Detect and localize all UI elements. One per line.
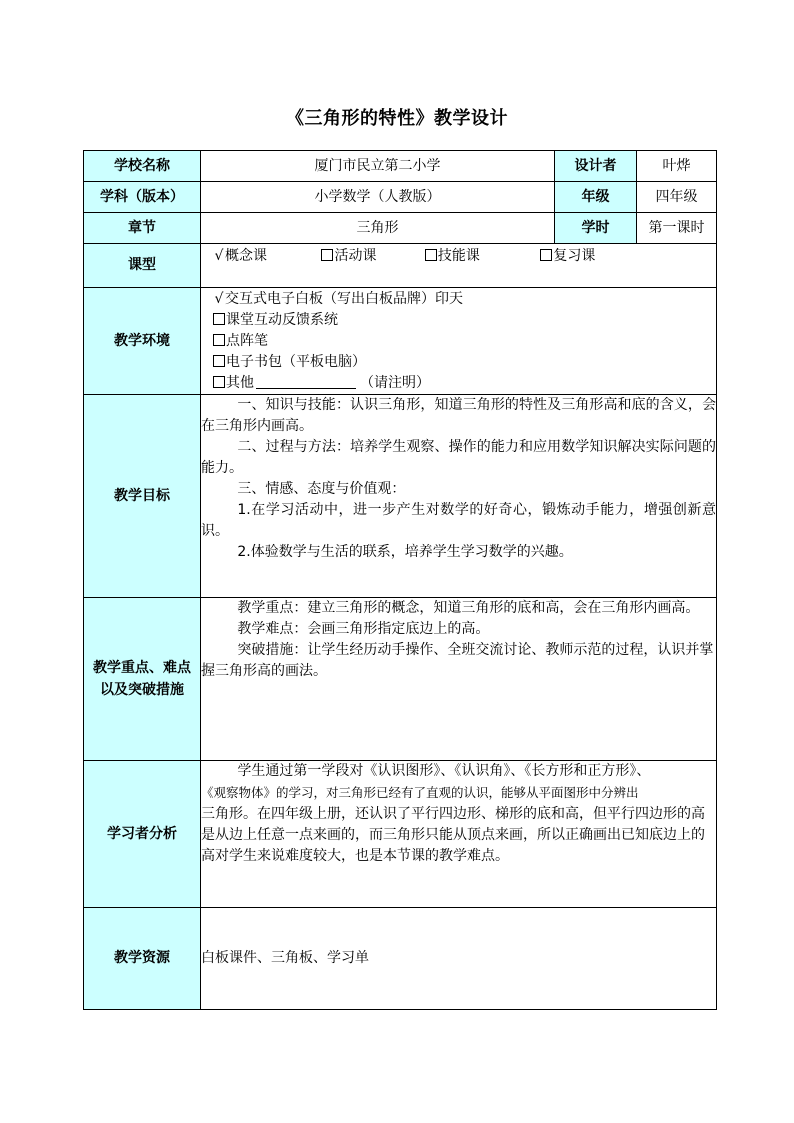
key-points-label: 教学重点、难点以及突破措施 bbox=[84, 598, 201, 761]
environment-options bbox=[201, 288, 717, 395]
grade-value: 四年级 bbox=[637, 182, 717, 213]
lesson-type-option[interactable]: 技能课 bbox=[425, 246, 536, 267]
document-title: 《三角形的特性》教学设计 bbox=[286, 108, 508, 129]
checkbox-icon bbox=[213, 313, 225, 325]
learner-analysis-label: 学习者分析 bbox=[84, 761, 201, 908]
lesson-type-option[interactable]: √ 概念课 bbox=[213, 246, 317, 267]
period-value: 第一课时 bbox=[637, 213, 717, 244]
lesson-type-option[interactable]: 活动课 bbox=[321, 246, 420, 267]
resources-value: 白板课件、三角板、学习单 bbox=[201, 908, 717, 1010]
objectives-label: 教学目标 bbox=[84, 395, 201, 598]
environment-option[interactable]: 电子书包（平板电脑） bbox=[201, 352, 716, 373]
objective-paragraph: 一、知识与技能：认识三角形，知道三角形的特性及三角形高和底的含义，会在三角形内画高。 bbox=[201, 397, 716, 434]
subject-label: 学科（版本） bbox=[84, 182, 201, 213]
checkbox-icon bbox=[213, 334, 225, 346]
subject-value: 小学数学（人教版） bbox=[201, 182, 555, 213]
row-environment bbox=[84, 288, 717, 395]
designer-label: 设计者 bbox=[555, 151, 637, 182]
environment-option-other[interactable]: 其他 （请注明） bbox=[201, 373, 716, 394]
objectives-content bbox=[201, 395, 717, 598]
learner-analysis-content bbox=[201, 761, 717, 908]
checkbox-icon bbox=[213, 376, 225, 388]
school-label: 学校名称 bbox=[84, 151, 201, 182]
environment-option[interactable]: 课堂互动反馈系统 bbox=[201, 310, 716, 331]
learner-paragraph: 学生通过第一学段对《认识图形》、《认识角》、《长方形和正方形》、 《观察物体》的学习，对三角形已经有了直观的认识，能够从平面图形中分辨出 三角形。在四年级上册，还认识了平行四边形、梯形的底和高，但平行四边形的高是从边上任意一点来画的，而三角形只能从顶点来画，所以正确画出已知底边上的高对学生来说难度较大，也是本节课的教学难点。 bbox=[201, 763, 705, 864]
objective-paragraph: 二、过程与方法：培养学生观察、操作的能力和应用数学知识解决实际问题的能力。 bbox=[201, 439, 716, 476]
objective-paragraph: 2.体验数学与生活的联系，培养学生学习数学的兴趣。 bbox=[237, 544, 573, 560]
row-objectives bbox=[84, 395, 717, 598]
check-mark-icon: √ bbox=[214, 291, 224, 307]
designer-value: 叶烨 bbox=[637, 151, 717, 182]
checkbox-icon bbox=[213, 355, 225, 367]
environment-option[interactable]: 点阵笔 bbox=[201, 331, 716, 352]
school-value: 厦门市民立第二小学 bbox=[201, 151, 555, 182]
row-lesson-type bbox=[84, 244, 717, 288]
key-point-paragraph: 突破措施：让学生经历动手操作、全班交流讨论、教师示范的过程，认识并掌握三角形高的画法。 bbox=[201, 642, 714, 679]
chapter-label: 章节 bbox=[84, 213, 201, 244]
lesson-type-options bbox=[201, 244, 717, 288]
chapter-value: 三角形 bbox=[201, 213, 555, 244]
checkbox-icon bbox=[321, 249, 333, 261]
key-point-paragraph: 教学难点：会画三角形指定底边上的高。 bbox=[237, 621, 490, 637]
objective-paragraph: 1.在学习活动中，进一步产生对数学的好奇心，锻炼动手能力，增强创新意识。 bbox=[201, 502, 716, 539]
period-label: 学时 bbox=[555, 213, 637, 244]
row-school bbox=[84, 151, 717, 182]
resources-label: 教学资源 bbox=[84, 908, 201, 1010]
row-key-points bbox=[84, 598, 717, 761]
lesson-plan-table bbox=[83, 150, 717, 1010]
check-mark-icon: √ bbox=[214, 248, 224, 264]
other-blank-field[interactable] bbox=[256, 374, 356, 389]
row-resources bbox=[84, 908, 717, 1010]
row-chapter bbox=[84, 213, 717, 244]
key-point-paragraph: 教学重点：建立三角形的概念，知道三角形的底和高，会在三角形内画高。 bbox=[237, 600, 700, 616]
row-learner-analysis bbox=[84, 761, 717, 908]
checkbox-icon bbox=[540, 249, 552, 261]
key-points-content bbox=[201, 598, 717, 761]
environment-option[interactable]: √ 交互式电子白板（写出白板品牌）印天 bbox=[201, 289, 716, 310]
row-subject bbox=[84, 182, 717, 213]
objective-paragraph: 三、情感、态度与价值观： bbox=[237, 481, 406, 497]
lesson-type-label: 课型 bbox=[84, 244, 201, 288]
lesson-type-option[interactable]: 复习课 bbox=[540, 246, 595, 267]
checkbox-icon bbox=[425, 249, 437, 261]
grade-label: 年级 bbox=[555, 182, 637, 213]
environment-label: 教学环境 bbox=[84, 288, 201, 395]
